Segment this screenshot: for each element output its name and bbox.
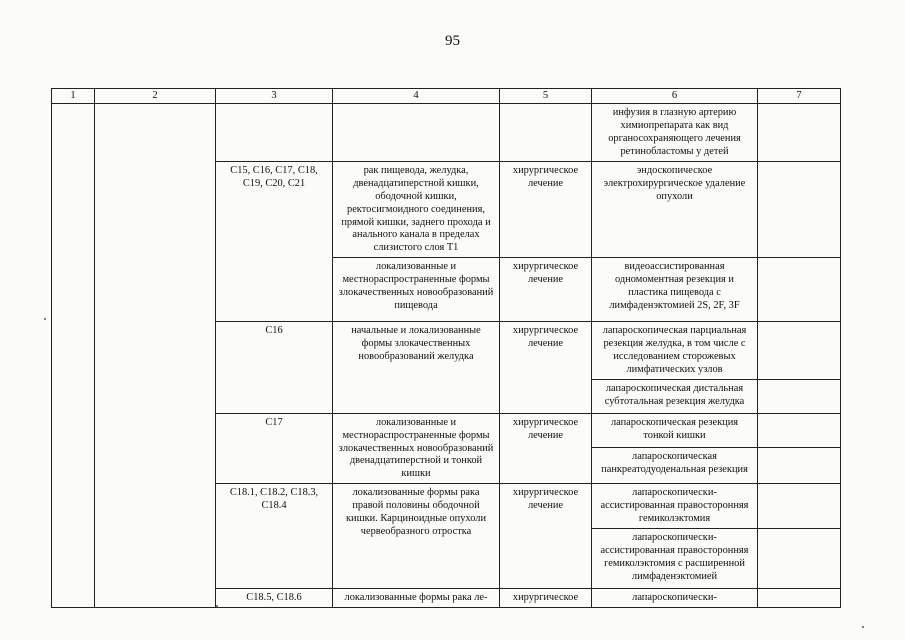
header-col-3: 3 <box>216 89 333 104</box>
medical-care-table <box>51 88 841 608</box>
cell-method: лапароскопически-ассистированная правосторонняя гемиколэктомия <box>592 484 758 529</box>
cell-method: лапароскопическая парциальная резекция желудка, в том числе с исследованием сторожевых лимфатических узлов <box>592 322 758 380</box>
cell-codes: C16 <box>216 322 333 414</box>
cell-col-7 <box>758 162 841 258</box>
header-col-1: 1 <box>52 89 95 104</box>
cell-method: инфузия в глазную артерию химиопрепарата как вид органосохраняющего лечения ретинобластомы у детей <box>592 104 758 162</box>
page-number: 95 <box>445 33 460 49</box>
scan-speck <box>44 318 46 320</box>
header-col-4: 4 <box>333 89 500 104</box>
cell-desc: локализованные формы рака правой половины ободочной кишки. Карциноидные опухоли червеобразного отростка <box>333 484 500 589</box>
cell-codes-empty <box>216 104 333 162</box>
cell-col-7 <box>758 413 841 448</box>
header-col-6: 6 <box>592 89 758 104</box>
cell-method: лапароскопически- <box>592 588 758 607</box>
cell-col-2 <box>95 104 216 608</box>
cell-desc: начальные и локализованные формы злокачественных новообразований желудка <box>333 322 500 414</box>
cell-method: лапароскопическая резекция тонкой кишки <box>592 413 758 448</box>
cell-treatment: хирургическое лечение <box>500 413 592 483</box>
cell-col-7 <box>758 322 841 380</box>
cell-desc: локализованные и местнораспространенные формы злокачественных новообразований пищевода <box>333 258 500 322</box>
cell-col-7 <box>758 448 841 484</box>
cell-col-1 <box>52 104 95 608</box>
cell-method: видеоассистированная одномоментная резекция и пластика пищевода с лимфаденэктомией 2S, 2F, 3F <box>592 258 758 322</box>
cell-method: лапароскопически-ассистированная правосторонняя гемиколэктомия с расширенной лимфаденэктомией <box>592 528 758 588</box>
cell-codes: C17 <box>216 413 333 483</box>
cell-treatment: хирургическое лечение <box>500 322 592 414</box>
cell-desc: локализованные формы рака ле- <box>333 588 500 607</box>
cell-codes: C18.5, C18.6 <box>216 588 333 607</box>
cell-col-7 <box>758 528 841 588</box>
cell-treatment: хирургическое <box>500 588 592 607</box>
table-row <box>52 104 841 162</box>
cell-treat-empty <box>500 104 592 162</box>
cell-method: лапароскопическая дистальная субтотальная резекция желудка <box>592 379 758 413</box>
cell-col-7 <box>758 379 841 413</box>
header-col-2: 2 <box>95 89 216 104</box>
cell-col-7 <box>758 484 841 529</box>
cell-treatment: хирургическое лечение <box>500 484 592 589</box>
cell-col-7 <box>758 588 841 607</box>
cell-codes: C18.1, C18.2, C18.3, C18.4 <box>216 484 333 589</box>
cell-desc: рак пищевода, желудка, двенадцатиперстной кишки, ободочной кишки, ректосигмоидного соединения, прямой кишки, заднего прохода и анального канала в пределах слизистого слоя T1 <box>333 162 500 258</box>
cell-col-7 <box>758 104 841 162</box>
scan-speck <box>216 605 218 607</box>
cell-desc: локализованные и местнораспространенные формы злокачественных новообразований двенадцатиперстной и тонкой кишки <box>333 413 500 483</box>
scan-speck <box>862 626 864 628</box>
cell-col-7 <box>758 258 841 322</box>
header-row <box>52 89 841 104</box>
cell-method: эндоскопическое электрохирургическое удаление опухоли <box>592 162 758 258</box>
cell-treatment: хирургическое лечение <box>500 258 592 322</box>
cell-codes: C15, C16, C17, C18, C19, C20, C21 <box>216 162 333 322</box>
header-col-5: 5 <box>500 89 592 104</box>
cell-treatment: хирургическое лечение <box>500 162 592 258</box>
cell-desc-empty <box>333 104 500 162</box>
header-col-7: 7 <box>758 89 841 104</box>
cell-method: лапароскопическая панкреатодуоденальная резекция <box>592 448 758 484</box>
